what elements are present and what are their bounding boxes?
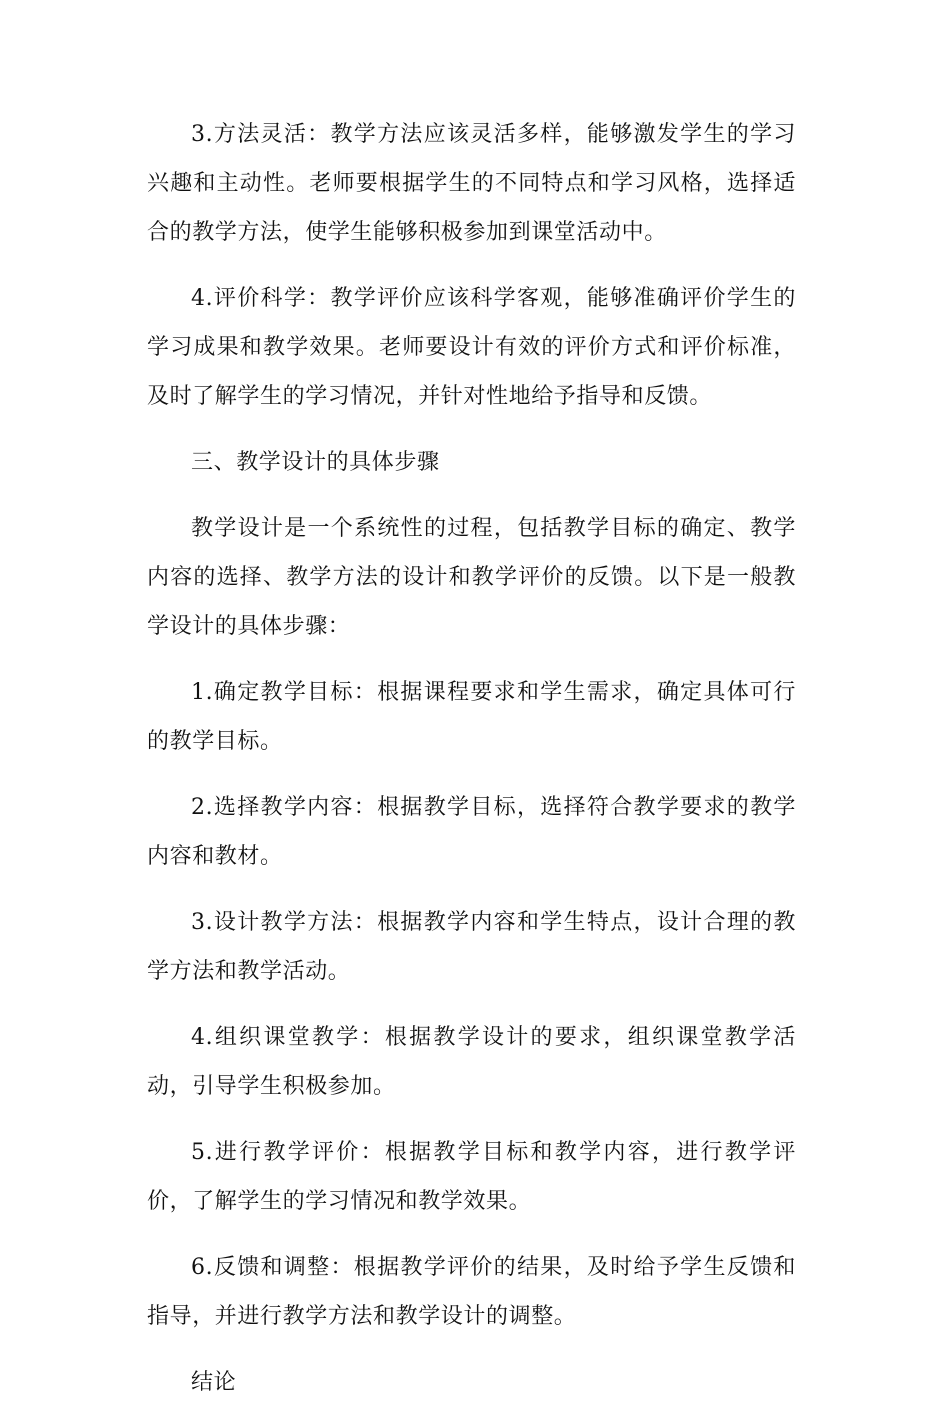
paragraph-steps-intro: 教学设计是一个系统性的过程，包括教学目标的确定、教学内容的选择、教学方法的设计和教学评价的反馈。以下是一般教学设计的具体步骤： xyxy=(147,516,796,639)
paragraph-evaluation-scientific: 4.评价科学：教学评价应该科学客观，能够准确评价学生的学习成果和教学效果。老师要设计有效的评价方式和评价标准，及时了解学生的学习情况，并针对性地给予指导和反馈。 xyxy=(147,286,796,409)
paragraph-step-4: 4.组织课堂教学：根据教学设计的要求，组织课堂教学活动，引导学生积极参加。 xyxy=(147,1025,796,1099)
paragraph-method-flexible: 3.方法灵活：教学方法应该灵活多样，能够激发学生的学习兴趣和主动性。老师要根据学生的不同特点和学习风格，选择适合的教学方法，使学生能够积极参加到课堂活动中。 xyxy=(147,122,796,245)
paragraph-step-6: 6.反馈和调整：根据教学评价的结果，及时给予学生反馈和指导，并进行教学方法和教学设计的调整。 xyxy=(147,1255,796,1329)
section-heading-conclusion: 结论 xyxy=(191,1370,237,1395)
paragraph-step-5: 5.进行教学评价：根据教学目标和教学内容，进行教学评价，了解学生的学习情况和教学效果。 xyxy=(147,1140,796,1214)
paragraph-step-2: 2.选择教学内容：根据教学目标，选择符合教学要求的教学内容和教材。 xyxy=(147,795,796,869)
paragraph-step-1: 1.确定教学目标：根据课程要求和学生需求，确定具体可行的教学目标。 xyxy=(147,680,796,754)
paragraph-step-3: 3.设计教学方法：根据教学内容和学生特点，设计合理的教学方法和教学活动。 xyxy=(147,910,796,984)
section-heading-steps: 三、教学设计的具体步骤 xyxy=(191,450,440,475)
